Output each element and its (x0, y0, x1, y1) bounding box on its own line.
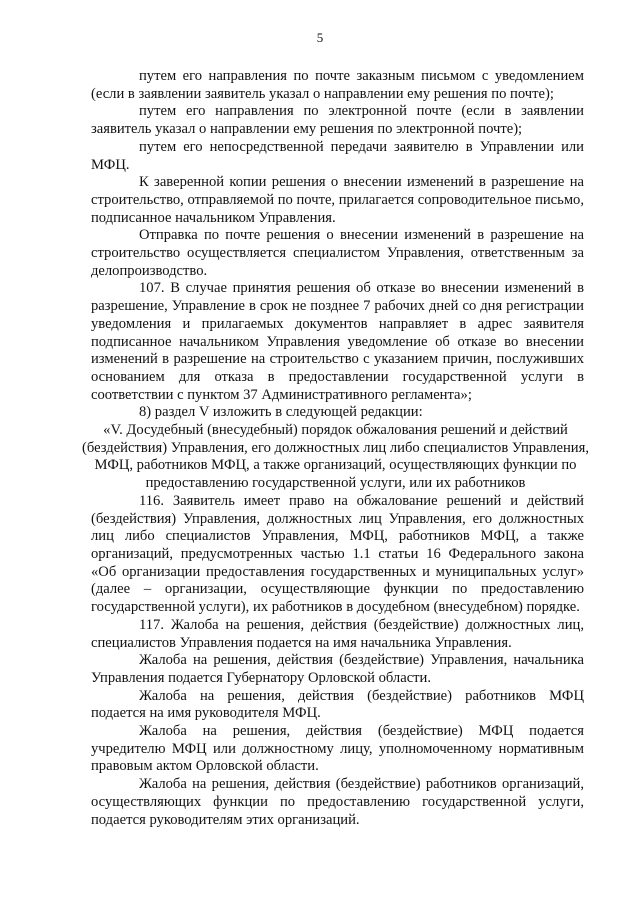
document-body (82, 68, 589, 829)
paragraph-complaint-governor: Жалоба на решения, действия (бездействие) Управления, начальника Управления подается Губернатору Орловской области. (91, 652, 584, 686)
page-number: 5 (316, 30, 324, 45)
paragraph-complaint-mfc-head: Жалоба на решения, действия (бездействие) работников МФЦ подается на имя руководителя МФЦ. (91, 687, 584, 722)
paragraph-by-email: путем его направления по электронной почте (если в заявлении заявитель указал о направлении ему решения по электронной почте); (91, 103, 584, 138)
paragraph-by-direct-delivery: путем его непосредственной передачи заявителю в Управлении или МФЦ. (91, 138, 584, 173)
paragraph-section-v-amendment: 8) раздел V изложить в следующей редакции: (139, 404, 423, 421)
paragraph-complaint-organizations: Жалоба на решения, действия (бездействие) работников организаций, осуществляющих функции по предоставлению государственной услуги, подается руководителям этих организаций. (91, 776, 584, 828)
paragraph-117: 117. Жалоба на решения, действия (бездействие) должностных лиц, специалистов Управления подается на имя начальника Управления. (91, 616, 584, 651)
paragraph-116: 116. Заявитель имеет право на обжалование решений и действий (бездействия) Управления, должностных лиц Управления, его должностных лиц либо специалистов Управления, МФЦ, работников МФЦ, а также организаций, предусмотренных частью 1.1 статьи 16 Федерального закона «Об организации предоставления государственных и муниципальных услуг» (далее – организации, осуществляющие функции по предоставлению государственной услуги), их работников в досудебном (внесудебном) порядке. (91, 492, 584, 616)
paragraph-cover-letter: К заверенной копии решения о внесении изменений в разрешение на строительство, отправляемой по почте, прилагается сопроводительное письмо, подписанное начальником Управления. (91, 174, 584, 226)
paragraph-mail-dispatch: Отправка по почте решения о внесении изменений в разрешение на строительство осуществляется специалистом Управления, ответственным за делопроизводство. (91, 227, 584, 279)
paragraph-107: 107. В случае принятия решения об отказе во внесении изменений в разрешение, Управление в срок не позднее 7 рабочих дней со дня регистрации уведомления и прилагаемых документов направляет в адрес заявителя подписанное начальником Управления уведомление об отказе во внесении изменений в разрешение на строительство с указанием причин, послуживших основанием для отказа в предоставлении государственной услуги в соответствии с пунктом 37 Административного регламента»; (91, 280, 584, 403)
paragraph-complaint-mfc-founder: Жалоба на решения, действия (бездействие) МФЦ подается учредителю МФЦ или должностному лицу, уполномоченному нормативным правовым актом Орловской области. (91, 723, 584, 775)
paragraph-by-registered-mail: путем его направления по почте заказным письмом с уведомлением (если в заявлении заявитель указал о направлении ему решения по почте); (91, 68, 584, 102)
section-v-heading: «V. Досудебный (внесудебный) порядок обжалования решений и действий (бездействия) Управления, его должностных лиц либо специалистов Управления, МФЦ, работников МФЦ, а также организаций, осуществляющих функции по предоставлению государственной услуги, или их работников (82, 422, 589, 492)
